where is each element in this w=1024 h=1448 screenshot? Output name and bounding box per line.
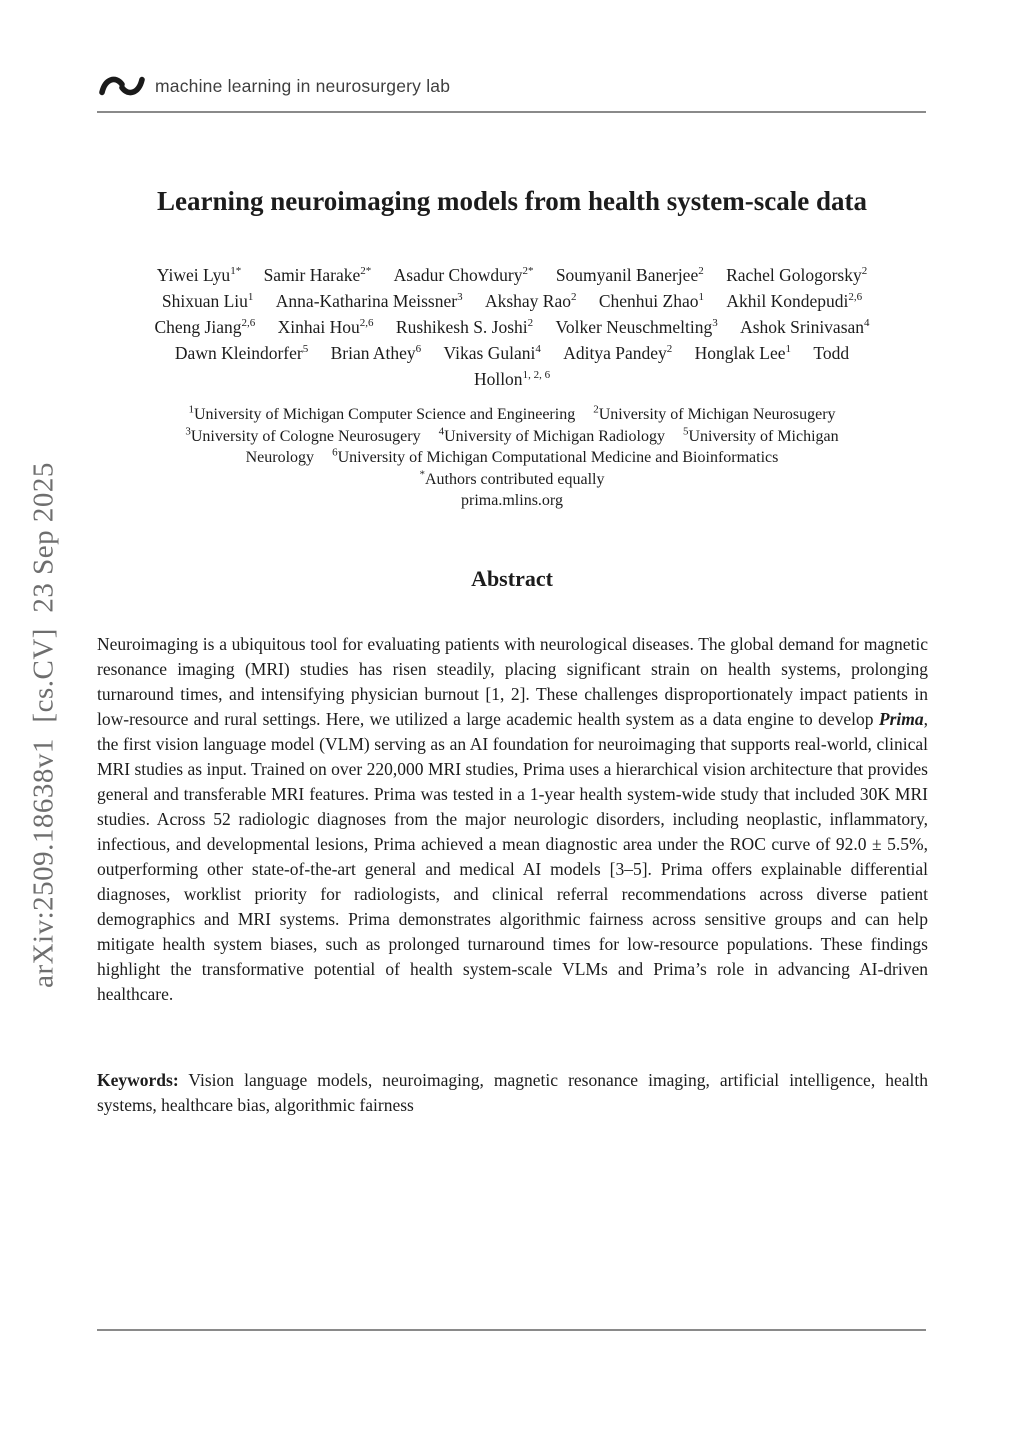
affiliation-line	[97, 404, 927, 426]
affiliation-text: University of Michigan Computational Medicine and Bioinformatics	[337, 449, 779, 466]
author	[396, 317, 533, 337]
author-name: Cheng Jiang	[154, 317, 242, 337]
project-link-row	[97, 490, 927, 512]
author	[444, 343, 541, 363]
author-affil-sup: 1	[785, 343, 791, 356]
affiliation-sup: 5	[682, 425, 689, 438]
affiliation	[438, 425, 665, 445]
author-name: Vikas Gulani	[443, 343, 536, 363]
affiliation	[246, 449, 314, 466]
author	[276, 291, 463, 311]
author-list	[60, 262, 964, 392]
affiliations	[97, 404, 927, 512]
bottom-rule	[97, 1329, 926, 1331]
abstract-text-before: Neuroimaging is a ubiquitous tool for evaluating patients with neurological diseases. The global demand for magnetic resonance imaging (MRI) studies has risen steadily, placing significant strain on health systems, prolonging turnaround times, and intensifying physician burnout [1, 2]. These challenges disproportionately impact patients in low-resource and rural settings. Here, we utilized a large academic health system as a data engine to develop	[97, 634, 928, 729]
keywords-label: Keywords:	[97, 1070, 179, 1090]
lab-name: machine learning in neurosurgery lab	[155, 75, 451, 96]
author-name: Yiwei Lyu	[156, 265, 231, 285]
author	[726, 291, 862, 311]
author-name: Soumyanil Banerjee	[555, 265, 699, 285]
affiliation-text: University of Michigan	[688, 427, 839, 445]
author-affil-sup: 1	[698, 291, 704, 304]
author-affil-sup: 4	[864, 317, 870, 330]
author	[695, 343, 791, 363]
author-affil-sup: 1*	[230, 265, 242, 278]
author	[556, 265, 704, 285]
affiliation-text: University of Michigan Radiology	[444, 427, 665, 445]
author-affil-sup: 2	[570, 291, 577, 304]
project-link[interactable]: prima.mlins.org	[461, 492, 563, 509]
affiliation	[593, 403, 836, 423]
author-line	[60, 288, 964, 314]
affiliation-sup: 1	[188, 403, 194, 416]
author	[485, 291, 577, 311]
wave-tilde-icon	[98, 68, 146, 104]
author-affil-sup: 2	[666, 343, 673, 356]
affiliation-sup: 2	[593, 403, 599, 416]
author-name: Brian Athey	[330, 343, 416, 363]
author	[278, 317, 374, 337]
author	[157, 265, 241, 285]
affiliation-sup: 6	[332, 446, 338, 459]
author-line	[60, 262, 964, 288]
author	[599, 291, 704, 311]
author-affil-sup: 6	[415, 343, 422, 356]
affiliation-text: University of Cologne Neurosugery	[190, 427, 421, 445]
author	[726, 265, 867, 285]
affiliation-sup: 3	[185, 425, 191, 438]
author	[264, 265, 372, 285]
author-affil-sup: 2	[698, 265, 704, 278]
author-name: Anna-Katharina Meissner	[275, 291, 458, 311]
asterisk-sup: *	[419, 468, 425, 481]
top-rule	[97, 111, 926, 113]
affiliation-sup: 4	[438, 425, 445, 438]
affiliation	[188, 403, 576, 423]
affiliation-line	[97, 447, 927, 469]
affiliation	[419, 468, 605, 488]
author-name: Rachel Gologorsky	[726, 265, 862, 285]
author	[394, 265, 534, 285]
affiliation	[185, 425, 421, 445]
author-name: Honglak Lee	[694, 343, 786, 363]
author	[563, 343, 672, 363]
author-name: Todd	[813, 343, 850, 363]
affiliation-text: University of Michigan Neurosugery	[598, 406, 836, 423]
affiliation-text: Neurology	[245, 449, 315, 466]
author-name: Shixuan Liu	[161, 291, 248, 311]
author-affil-sup: 2	[527, 317, 534, 330]
author-name: Asadur Chowdury	[393, 265, 523, 285]
prima-model-name: Prima	[878, 709, 924, 729]
author	[175, 343, 308, 363]
author-name: Akshay Rao	[484, 291, 571, 311]
author	[162, 291, 254, 311]
header	[98, 68, 926, 104]
author-affil-sup: 3	[457, 291, 463, 304]
author	[474, 369, 550, 389]
affiliation	[332, 446, 779, 466]
author	[813, 343, 849, 363]
author-affil-sup: 4	[535, 343, 541, 356]
abstract-heading: Abstract	[471, 566, 553, 591]
keywords-text: Vision language models, neuroimaging, magnetic resonance imaging, artificial intelligence, health systems, healthcare bias, algorithmic fairness	[97, 1070, 929, 1115]
author-name: Dawn Kleindorfer	[174, 343, 303, 363]
author	[154, 317, 255, 337]
keywords	[97, 1068, 928, 1118]
author-name: Rushikesh S. Joshi	[395, 317, 528, 337]
arxiv-identifier: arXiv:2509.18638v1 [cs.CV] 23 Sep 2025	[27, 462, 60, 988]
author-name: Xinhai Hou	[277, 317, 360, 337]
author-line	[60, 314, 964, 340]
author-affil-sup: 3	[712, 317, 718, 330]
author-affil-sup: 2,6	[241, 317, 256, 330]
author	[556, 317, 718, 337]
abstract-body	[97, 632, 928, 1007]
author	[331, 343, 422, 363]
author-line	[60, 366, 964, 392]
author-name: Hollon	[473, 369, 523, 389]
author-affil-sup: 2,6	[848, 291, 863, 304]
page-title: Learning neuroimaging models from health system-scale data	[157, 186, 867, 216]
abstract-text-after: , the first vision language model (VLM) serving as an AI foundation for neuroimaging that supports real-world, clinical MRI studies as input. Trained on over 220,000 MRI studies, Prima uses a hierarchical vision architecture that provides general and transferable MRI features. Prima was tested in a 1-year health system-wide study that included 30K MRI studies. Across 52 radiologic diagnoses from the major neurologic disorders, including neoplastic, inflammatory, infectious, and developmental lesions, Prima achieved a mean diagnostic area under the ROC curve of 92.0 ± 5.5%, outperforming other state-of-the-art general and medical AI models [3–5]. Prima offers explainable differential diagnoses, worklist priority for radiologists, and clinical referral recommendations across diverse patient demographics and MRI systems. Prima demonstrates algorithmic fairness across sensitive groups and can help mitigate health system biases, such as prolonged turnaround times for low-resource populations. These findings highlight the transformative potential of health system-scale VLMs and Prima’s role in advancing AI-driven healthcare.	[97, 709, 928, 1004]
author-affil-sup: 2*	[360, 265, 372, 278]
author-name: Akhil Kondepudi	[726, 291, 849, 311]
author-affil-sup: 2,6	[359, 317, 374, 330]
author-name: Aditya Pandey	[563, 343, 667, 363]
author-affil-sup: 2*	[522, 265, 534, 278]
author-affil-sup: 5	[302, 343, 309, 356]
author-name: Volker Neuschmelting	[555, 317, 713, 337]
author	[740, 317, 869, 337]
author-name: Chenhui Zhao	[598, 291, 699, 311]
author-line	[60, 340, 964, 366]
author-affil-sup: 1	[247, 291, 254, 304]
equal-contribution-text: Authors contributed equally	[424, 470, 605, 488]
author-name: Samir Harake	[263, 265, 361, 285]
author-affil-sup: 1, 2, 6	[522, 369, 551, 382]
author-name: Ashok Srinivasan	[740, 317, 865, 337]
affiliation-text: University of Michigan Computer Science and Engineering	[193, 406, 576, 423]
equal-contribution-note	[97, 469, 927, 491]
author-affil-sup: 2	[861, 265, 868, 278]
affiliation-line	[97, 426, 927, 448]
affiliation	[682, 425, 839, 445]
